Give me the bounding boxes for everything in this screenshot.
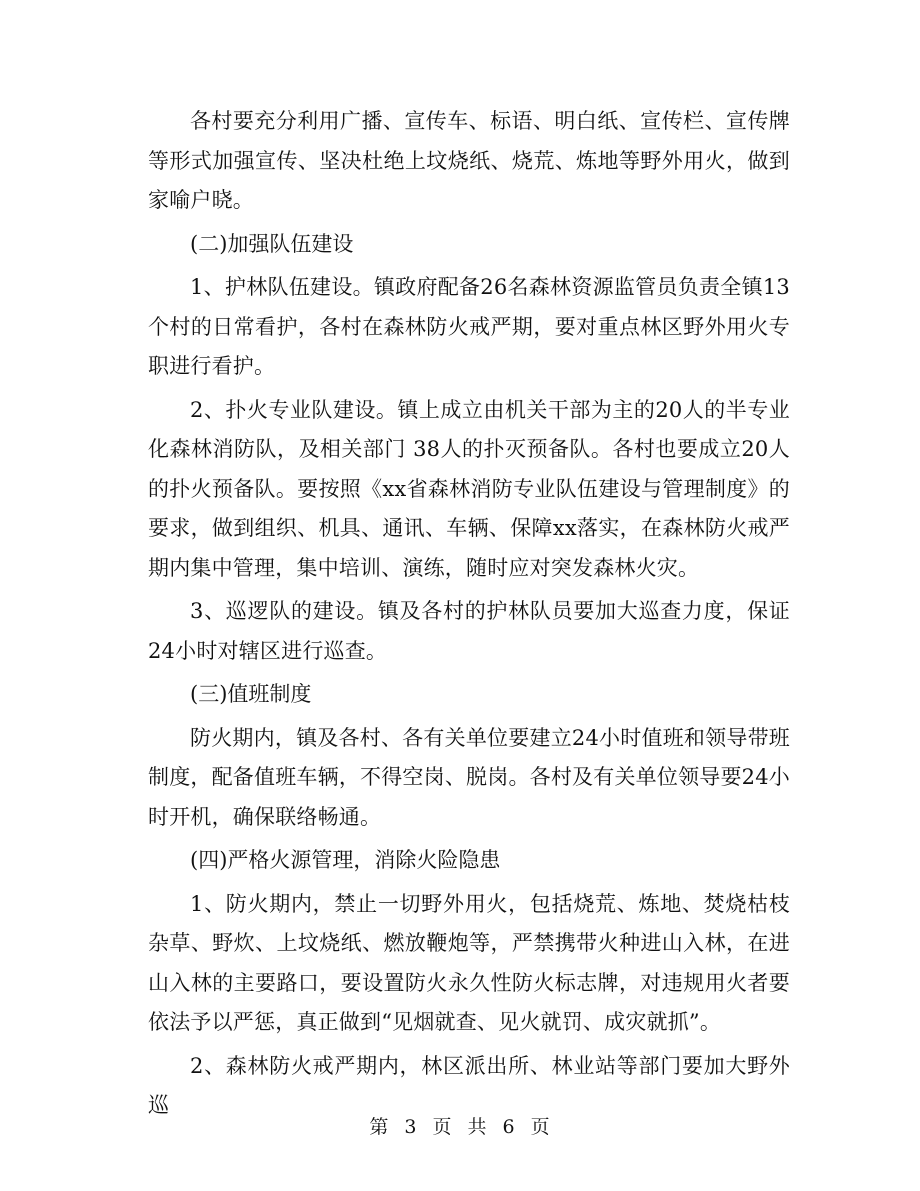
section-heading-fire-source-management: (四)严格火源管理，消除火险隐患 [190, 848, 501, 872]
paragraph-patrol-continued: 2、森林防火戒严期内，林区派出所、林业站等部门要加大野外巡 [148, 1053, 790, 1117]
paragraph-duty-system: 防火期内，镇及各村、各有关单位要建立24小时值班和领导带班制度，配备值班车辆，不得空岗、脱岗。各村及有关单位领导要24小时开机，确保联络畅通。 [148, 725, 790, 829]
page-footer: 第 3 页 共 6 页 [369, 1116, 551, 1138]
paragraph-publicity: 各村要充分利用广播、宣传车、标语、明白纸、宣传栏、宣传牌等形式加强宣传、坚决杜绝上坟烧纸、烧荒、炼地等野外用火，做到家喻户晓。 [148, 109, 790, 212]
paragraph-fire-ban: 1、防火期内，禁止一切野外用火，包括烧荒、炼地、焚烧枯枝杂草、野炊、上坟烧纸、燃放鞭炮等，严禁携带火种进山入林，在进山入林的主要路口，要设置防火永久性防火标志牌，对违规用火者要依法予以严惩，真正做到“见烟就查、见火就罚、成灾就抓”。 [148, 891, 790, 1034]
document-body [148, 102, 790, 1130]
section-heading-team-building: (二)加强队伍建设 [190, 231, 354, 256]
paragraph-forest-guard-team: 1、护林队伍建设。镇政府配备26名森林资源监管员负责全镇13个村的日常看护，各村在森林防火戒严期，要对重点林区野外用火专职进行看护。 [148, 275, 790, 378]
paragraph-firefighting-team: 2、扑火专业队建设。镇上成立由机关干部为主的20人的半专业化森林消防队，及相关部门 38人的扑灭预备队。各村也要成立20人的扑火预备队。要按照《xx省森林消防专业队伍建设与管理制度》的要求，做到组织、机具、通讯、车辆、保障xx落实，在森林防火戒严期内集中管理，集中培训、演练，随时应对突发森林火灾。 [148, 397, 790, 580]
section-heading-duty-system: (三)值班制度 [190, 682, 312, 706]
paragraph-patrol-team: 3、巡逻队的建设。镇及各村的护林队员要加大巡查力度，保证24小时对辖区进行巡查。 [148, 599, 790, 663]
